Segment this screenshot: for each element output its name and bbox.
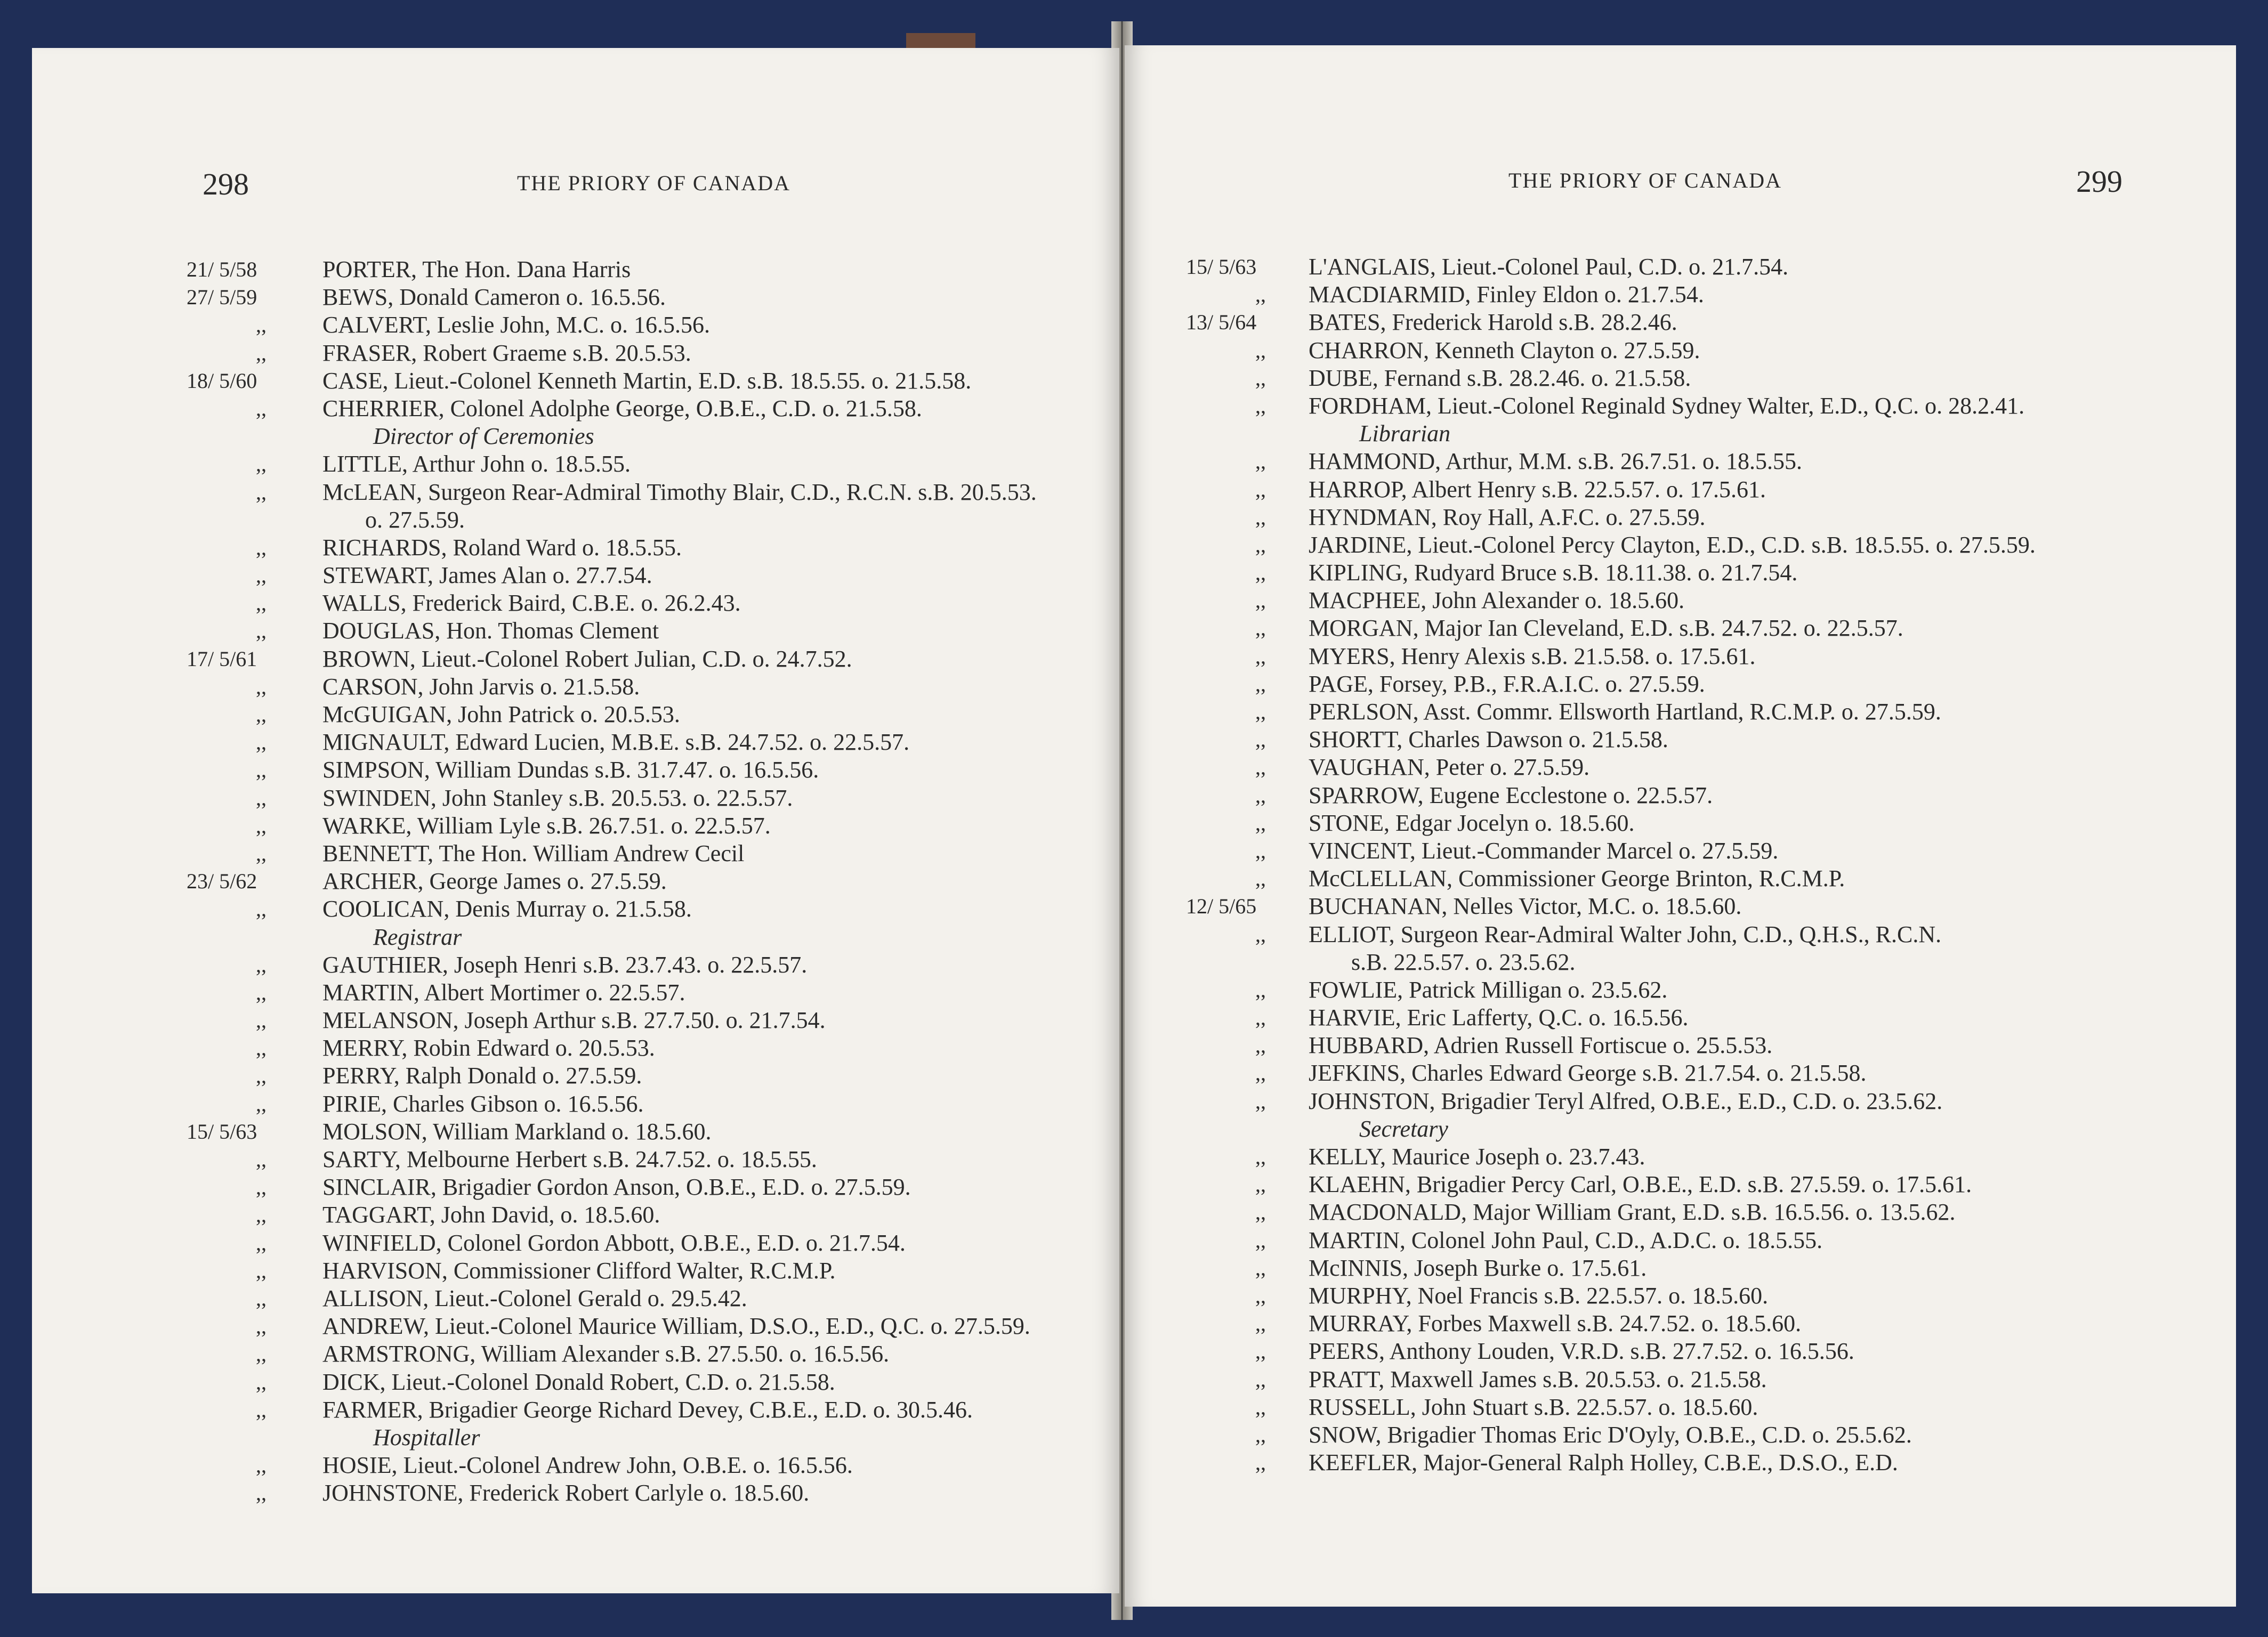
member-entry: WALLS, Frederick Baird, C.B.E. o. 26.2.43.	[322, 590, 741, 617]
member-entry: MACDONALD, Major William Grant, E.D. s.B. 16.5.56. o. 13.5.62.	[1309, 1199, 1956, 1226]
date-mark: ,,	[256, 952, 267, 977]
date-mark: ,,	[256, 674, 267, 699]
list-item	[32, 1090, 1119, 1118]
member-entry: CARSON, John Jarvis o. 21.5.58.	[322, 673, 640, 700]
list-item	[1125, 1310, 2236, 1338]
member-entry: MIGNAULT, Edward Lucien, M.B.E. s.B. 24.7.52. o. 22.5.57.	[322, 729, 910, 756]
list-item	[1125, 726, 2236, 753]
list-item	[1125, 614, 2236, 642]
member-entry: McLEAN, Surgeon Rear-Admiral Timothy Blair, C.D., R.C.N. s.B. 20.5.53.	[322, 479, 1037, 505]
date-mark: ,,	[1255, 811, 1266, 835]
office-title: Librarian	[1359, 420, 1451, 447]
date-mark: ,,	[1255, 1367, 1266, 1391]
date-mark: ,,	[1255, 1255, 1266, 1280]
date-mark: ,,	[256, 1036, 267, 1060]
member-entry: MORGAN, Major Ian Cleveland, E.D. s.B. 24.7.52. o. 22.5.57.	[1309, 615, 1903, 642]
date-mark: ,,	[1255, 366, 1266, 390]
date-mark: 12/ 5/65	[1186, 894, 1257, 919]
member-entry: ARCHER, George James o. 27.5.59.	[322, 868, 667, 895]
date-mark: ,,	[256, 480, 267, 504]
date-mark: ,,	[1255, 1033, 1266, 1058]
list-item	[1125, 309, 2236, 336]
office-title: Hospitaller	[373, 1424, 480, 1450]
date-mark: ,,	[256, 1064, 267, 1088]
list-item	[1125, 921, 2236, 949]
date-mark: ,,	[1255, 505, 1266, 529]
member-entry: FORDHAM, Lieut.-Colonel Reginald Sydney Walter, E.D., Q.C. o. 28.2.41.	[1309, 392, 2025, 419]
member-entry: PIRIE, Charles Gibson o. 16.5.56.	[322, 1090, 644, 1117]
list-item	[1125, 1338, 2236, 1365]
list-item	[32, 562, 1119, 589]
member-entry: SINCLAIR, Brigadier Gordon Anson, O.B.E., E.D. o. 27.5.59.	[322, 1174, 911, 1201]
member-entry: STEWART, James Alan o. 27.7.54.	[322, 562, 652, 589]
list-item	[32, 256, 1119, 283]
list-item	[1125, 949, 2236, 976]
list-item	[32, 311, 1119, 339]
member-entry: JOHNSTONE, Frederick Robert Carlyle o. 18.5.60.	[322, 1480, 810, 1506]
member-entry: ALLISON, Lieut.-Colonel Gerald o. 29.5.42.	[322, 1285, 747, 1311]
date-mark: ,,	[1255, 1422, 1266, 1447]
date-mark: ,,	[256, 702, 267, 726]
list-item	[32, 1396, 1119, 1424]
list-item	[32, 645, 1119, 673]
list-item	[1125, 1115, 2236, 1143]
member-entry: McGUIGAN, John Patrick o. 20.5.53.	[322, 701, 680, 727]
running-header: THE PRIORY OF CANADA	[1508, 168, 1782, 192]
list-item	[1125, 504, 2236, 531]
date-mark: ,,	[1255, 755, 1266, 780]
date-mark: ,,	[1255, 1061, 1266, 1085]
date-mark: ,,	[256, 1481, 267, 1505]
member-entry: VAUGHAN, Peter o. 27.5.59.	[1309, 754, 1590, 781]
member-entry: SNOW, Brigadier Thomas Eric D'Oyly, O.B.E., C.D. o. 25.5.62.	[1309, 1421, 1912, 1448]
date-mark: 15/ 5/63	[187, 1119, 257, 1144]
date-mark: ,,	[1255, 644, 1266, 668]
member-entry: MACDIARMID, Finley Eldon o. 21.7.54.	[1309, 281, 1704, 308]
member-entry: SHORTT, Charles Dawson o. 21.5.58.	[1309, 726, 1668, 753]
member-entry: VINCENT, Lieut.-Commander Marcel o. 27.5.59.	[1309, 837, 1779, 864]
member-entry: HARVISON, Commissioner Clifford Walter, R.C.M.P.	[322, 1257, 836, 1284]
list-item	[32, 1257, 1119, 1285]
list-item	[1125, 643, 2236, 670]
list-item	[1125, 1171, 2236, 1198]
member-entry: ELLIOT, Surgeon Rear-Admiral Walter John, C.D., Q.H.S., R.C.N.	[1309, 921, 1942, 947]
member-entry: TAGGART, John David, o. 18.5.60.	[322, 1202, 660, 1228]
list-item	[32, 1285, 1119, 1312]
date-mark: ,,	[256, 1258, 267, 1283]
member-entry: s.B. 22.5.57. o. 23.5.62.	[1351, 949, 1576, 975]
list-item	[32, 423, 1119, 450]
list-item	[32, 395, 1119, 423]
date-mark: ,,	[256, 452, 267, 476]
member-entry: MYERS, Henry Alexis s.B. 21.5.58. o. 17.5.61.	[1309, 643, 1756, 669]
date-mark: ,,	[256, 396, 267, 420]
list-item	[32, 979, 1119, 1007]
member-entry: LITTLE, Arthur John o. 18.5.55.	[322, 451, 631, 477]
member-entry: PERRY, Ralph Donald o. 27.5.59.	[322, 1063, 642, 1089]
member-entry: FRASER, Robert Graeme s.B. 20.5.53.	[322, 339, 691, 366]
book-spine-tab	[906, 33, 975, 49]
member-entry: SPARROW, Eugene Ecclestone o. 22.5.57.	[1309, 782, 1713, 808]
date-mark: ,,	[1255, 1228, 1266, 1252]
member-entry: PAGE, Forsey, P.B., F.R.A.I.C. o. 27.5.59.	[1309, 670, 1705, 697]
member-entry: MERRY, Robin Edward o. 20.5.53.	[322, 1035, 655, 1061]
member-entry: KLAEHN, Brigadier Percy Carl, O.B.E., E.D. s.B. 27.5.59. o. 17.5.61.	[1309, 1171, 1972, 1198]
date-mark: ,,	[1255, 922, 1266, 946]
list-item	[32, 895, 1119, 923]
list-item	[1125, 1004, 2236, 1032]
member-entry: MURRAY, Forbes Maxwell s.B. 24.7.52. o. 18.5.60.	[1309, 1310, 1802, 1337]
list-item	[32, 868, 1119, 895]
list-item	[32, 701, 1119, 728]
date-mark: ,,	[1255, 866, 1266, 891]
member-entry: RICHARDS, Roland Ward o. 18.5.55.	[322, 534, 682, 561]
date-mark: ,,	[256, 1314, 267, 1339]
date-mark: ,,	[256, 1091, 267, 1116]
list-item	[1125, 364, 2236, 392]
member-entry: HYNDMAN, Roy Hall, A.F.C. o. 27.5.59.	[1309, 504, 1706, 530]
member-entry: KEEFLER, Major-General Ralph Holley, C.B.E., D.S.O., E.D.	[1309, 1449, 1898, 1476]
list-item	[1125, 559, 2236, 587]
date-mark: ,,	[1255, 1395, 1266, 1419]
date-mark: ,,	[1255, 338, 1266, 362]
list-item	[1125, 253, 2236, 281]
date-mark: ,,	[1255, 1172, 1266, 1197]
date-mark: ,,	[256, 730, 267, 755]
list-item	[32, 367, 1119, 395]
list-item	[1125, 865, 2236, 893]
date-mark: ,,	[1255, 1006, 1266, 1030]
date-mark: ,,	[1255, 1450, 1266, 1475]
date-mark: ,,	[256, 313, 267, 337]
list-item	[32, 617, 1119, 645]
member-entry: CALVERT, Leslie John, M.C. o. 16.5.56.	[322, 312, 711, 338]
member-entry: WARKE, William Lyle s.B. 26.7.51. o. 22.5.57.	[322, 812, 771, 839]
member-entry: BROWN, Lieut.-Colonel Robert Julian, C.D. o. 24.7.52.	[322, 645, 852, 672]
date-mark: ,,	[256, 1342, 267, 1366]
date-mark: ,,	[256, 758, 267, 782]
member-entry: WINFIELD, Colonel Gordon Abbott, O.B.E., E.D. o. 21.7.54.	[322, 1229, 906, 1256]
date-mark: ,,	[1255, 561, 1266, 585]
date-mark: ,,	[256, 980, 267, 1004]
office-title: Director of Ceremonies	[373, 423, 594, 450]
list-item	[32, 1452, 1119, 1479]
member-entry: MARTIN, Colonel John Paul, C.D., A.D.C. o. 18.5.55.	[1309, 1227, 1823, 1253]
list-item	[32, 283, 1119, 311]
member-entry: JARDINE, Lieut.-Colonel Percy Clayton, E.D., C.D. s.B. 18.5.55. o. 27.5.59.	[1309, 531, 2036, 558]
member-entry: SARTY, Melbourne Herbert s.B. 24.7.52. o. 18.5.55.	[322, 1146, 817, 1172]
member-entry: MURPHY, Noel Francis s.B. 22.5.57. o. 18.5.60.	[1309, 1282, 1769, 1309]
list-item	[32, 479, 1119, 506]
date-mark: 27/ 5/59	[187, 285, 257, 310]
date-mark: ,,	[1255, 1200, 1266, 1225]
list-item	[1125, 531, 2236, 559]
list-item	[1125, 337, 2236, 364]
member-entry: MELANSON, Joseph Arthur s.B. 27.7.50. o. 21.7.54.	[322, 1007, 826, 1034]
list-item	[1125, 476, 2236, 504]
list-item	[1125, 1227, 2236, 1254]
list-item	[1125, 1254, 2236, 1282]
list-item	[1125, 782, 2236, 809]
list-item	[1125, 1198, 2236, 1226]
list-item	[32, 1062, 1119, 1090]
list-item	[32, 840, 1119, 868]
list-item	[1125, 1282, 2236, 1310]
list-item	[1125, 281, 2236, 309]
date-mark: ,,	[256, 1203, 267, 1227]
date-mark: ,,	[256, 813, 267, 838]
member-entry: RUSSELL, John Stuart s.B. 22.5.57. o. 18.5.60.	[1309, 1393, 1758, 1420]
list-item	[32, 1368, 1119, 1396]
member-entry: PERLSON, Asst. Commr. Ellsworth Hartland, R.C.M.P. o. 27.5.59.	[1309, 699, 1941, 725]
list-item	[1125, 698, 2236, 726]
list-item	[1125, 1421, 2236, 1449]
member-entry: GAUTHIER, Joseph Henri s.B. 23.7.43. o. 22.5.57.	[322, 951, 808, 978]
member-entry: CHERRIER, Colonel Adolphe George, O.B.E., C.D. o. 21.5.58.	[322, 395, 922, 422]
date-mark: ,,	[256, 563, 267, 588]
member-entry: HARVIE, Eric Lafferty, Q.C. o. 16.5.56.	[1309, 1004, 1689, 1031]
list-item	[1125, 893, 2236, 920]
date-mark: ,,	[1255, 783, 1266, 807]
member-entry: HARROP, Albert Henry s.B. 22.5.57. o. 17.5.61.	[1309, 476, 1766, 503]
member-entry: MACPHEE, John Alexander o. 18.5.60.	[1309, 587, 1685, 614]
list-item	[1125, 976, 2236, 1004]
list-item	[32, 1146, 1119, 1173]
list-item	[1125, 1059, 2236, 1087]
date-mark: ,,	[1255, 449, 1266, 474]
member-entry: BENNETT, The Hon. William Andrew Cecil	[322, 840, 745, 866]
date-mark: 13/ 5/64	[1186, 310, 1257, 335]
member-entry: McCLELLAN, Commissioner George Brinton, R.C.M.P.	[1309, 865, 1845, 892]
date-mark: ,,	[256, 785, 267, 810]
list-item	[32, 1312, 1119, 1340]
date-mark: ,,	[1255, 616, 1266, 641]
date-mark: 17/ 5/61	[187, 646, 257, 671]
list-item	[32, 1034, 1119, 1062]
member-entry: JEFKINS, Charles Edward George s.B. 21.7.54. o. 21.5.58.	[1309, 1060, 1867, 1087]
date-mark: ,,	[256, 535, 267, 560]
right-page	[1125, 45, 2236, 1607]
list-item	[1125, 1143, 2236, 1171]
member-entry: SIMPSON, William Dundas s.B. 31.7.47. o. 16.5.56.	[322, 757, 819, 783]
list-item	[32, 728, 1119, 756]
date-mark: ,,	[1255, 1283, 1266, 1308]
list-item	[32, 1201, 1119, 1229]
list-item	[32, 951, 1119, 979]
member-entry: FOWLIE, Patrick Milligan o. 23.5.62.	[1309, 976, 1668, 1003]
list-item	[1125, 1393, 2236, 1421]
office-title: Secretary	[1359, 1115, 1448, 1142]
member-entry: CHARRON, Kenneth Clayton o. 27.5.59.	[1309, 337, 1700, 363]
date-mark: ,,	[1255, 282, 1266, 307]
date-mark: 23/ 5/62	[187, 869, 257, 894]
office-title: Registrar	[373, 923, 462, 950]
member-entry: CASE, Lieut.-Colonel Kenneth Martin, E.D. s.B. 18.5.55. o. 21.5.58.	[322, 367, 972, 394]
member-entry: HOSIE, Lieut.-Colonel Andrew John, O.B.E. o. 16.5.56.	[322, 1452, 853, 1479]
date-mark: ,,	[1255, 477, 1266, 501]
date-mark: ,,	[256, 1147, 267, 1171]
date-mark: ,,	[1255, 671, 1266, 696]
list-item	[32, 506, 1119, 534]
member-entry: HUBBARD, Adrien Russell Fortiscue o. 25.5.53.	[1309, 1032, 1773, 1059]
date-mark: ,,	[256, 341, 267, 365]
list-item	[1125, 753, 2236, 781]
date-mark: ,,	[1255, 700, 1266, 724]
list-item	[32, 534, 1119, 562]
date-mark: ,,	[1255, 838, 1266, 863]
page-number: 298	[203, 167, 249, 201]
date-mark: ,,	[1255, 977, 1266, 1002]
date-mark: ,,	[256, 1008, 267, 1033]
member-entry: JOHNSTON, Brigadier Teryl Alfred, O.B.E., E.D., C.D. o. 23.5.62.	[1309, 1088, 1943, 1114]
member-entry: McINNIS, Joseph Burke o. 17.5.61.	[1309, 1254, 1647, 1281]
list-item	[1125, 587, 2236, 614]
member-entry: STONE, Edgar Jocelyn o. 18.5.60.	[1309, 809, 1635, 836]
member-entry: FARMER, Brigadier George Richard Devey, C.B.E., E.D. o. 30.5.46.	[322, 1396, 973, 1423]
date-mark: ,,	[1255, 588, 1266, 613]
member-entry: COOLICAN, Denis Murray o. 21.5.58.	[322, 896, 692, 922]
date-mark: ,,	[1255, 532, 1266, 557]
list-item	[1125, 1366, 2236, 1393]
date-mark: ,,	[256, 1369, 267, 1394]
list-item	[32, 1173, 1119, 1201]
member-entry: DUBE, Fernand s.B. 28.2.46. o. 21.5.58.	[1309, 364, 1691, 391]
date-mark: ,,	[1255, 393, 1266, 418]
list-item	[32, 589, 1119, 617]
date-mark: ,,	[1255, 1145, 1266, 1169]
member-entry: DOUGLAS, Hon. Thomas Clement	[322, 618, 659, 644]
member-entry: PORTER, The Hon. Dana Harris	[322, 256, 631, 282]
list-item	[1125, 392, 2236, 420]
member-entry: SWINDEN, John Stanley s.B. 20.5.53. o. 22.5.57.	[322, 784, 793, 811]
member-entry: PEERS, Anthony Louden, V.R.D. s.B. 27.7.52. o. 16.5.56.	[1309, 1338, 1854, 1365]
member-entry: ARMSTRONG, William Alexander s.B. 27.5.50. o. 16.5.56.	[322, 1341, 890, 1367]
list-item	[32, 1007, 1119, 1034]
list-item	[32, 1229, 1119, 1257]
member-entry: PRATT, Maxwell James s.B. 20.5.53. o. 21.5.58.	[1309, 1366, 1767, 1392]
list-item	[1125, 420, 2236, 448]
list-item	[32, 450, 1119, 478]
date-mark: ,,	[256, 591, 267, 615]
member-entry: BEWS, Donald Cameron o. 16.5.56.	[322, 284, 666, 311]
member-entry: ANDREW, Lieut.-Colonel Maurice William, D.S.O., E.D., Q.C. o. 27.5.59.	[322, 1313, 1030, 1340]
date-mark: ,,	[1255, 727, 1266, 752]
member-entry: MARTIN, Albert Mortimer o. 22.5.57.	[322, 979, 685, 1006]
date-mark: 21/ 5/58	[187, 257, 257, 281]
list-item	[1125, 670, 2236, 698]
member-entry: HAMMOND, Arthur, M.M. s.B. 26.7.51. o. 18.5.55.	[1309, 448, 1802, 475]
date-mark: ,,	[256, 1397, 267, 1422]
list-item	[32, 339, 1119, 367]
date-mark: ,,	[256, 1230, 267, 1255]
member-entry: o. 27.5.59.	[365, 506, 465, 533]
entry-list	[1125, 253, 2236, 1477]
date-mark: ,,	[1255, 1089, 1266, 1113]
member-entry: KELLY, Maurice Joseph o. 23.7.43.	[1309, 1144, 1645, 1170]
date-mark: ,,	[256, 897, 267, 921]
list-item	[32, 784, 1119, 812]
list-item	[32, 1340, 1119, 1368]
member-entry: BUCHANAN, Nelles Victor, M.C. o. 18.5.60.	[1309, 893, 1742, 920]
list-item	[32, 673, 1119, 701]
list-item	[32, 923, 1119, 951]
date-mark: ,,	[256, 1453, 267, 1478]
list-item	[32, 1118, 1119, 1146]
member-entry: KIPLING, Rudyard Bruce s.B. 18.11.38. o. 21.7.54.	[1309, 560, 1798, 586]
list-item	[32, 812, 1119, 840]
date-mark: ,,	[256, 1286, 267, 1310]
page-number: 299	[2076, 164, 2122, 199]
member-entry: BATES, Frederick Harold s.B. 28.2.46.	[1309, 309, 1677, 336]
list-item	[1125, 837, 2236, 865]
member-entry: L'ANGLAIS, Lieut.-Colonel Paul, C.D. o. 21.7.54.	[1309, 254, 1789, 280]
left-page	[32, 48, 1119, 1593]
date-mark: ,,	[1255, 1339, 1266, 1364]
member-entry: DICK, Lieut.-Colonel Donald Robert, C.D. o. 21.5.58.	[322, 1368, 835, 1395]
list-item	[1125, 809, 2236, 837]
date-mark: ,,	[256, 841, 267, 865]
list-item	[1125, 1032, 2236, 1059]
date-mark: ,,	[1255, 1311, 1266, 1336]
list-item	[32, 1424, 1119, 1452]
member-entry: MOLSON, William Markland o. 18.5.60.	[322, 1118, 712, 1145]
date-mark: 15/ 5/63	[1186, 255, 1257, 279]
list-item	[1125, 1088, 2236, 1115]
date-mark: ,,	[256, 1175, 267, 1200]
list-item	[32, 756, 1119, 784]
list-item	[1125, 448, 2236, 475]
date-mark: ,,	[256, 619, 267, 643]
running-header: THE PRIORY OF CANADA	[517, 171, 791, 195]
date-mark: 18/ 5/60	[187, 368, 257, 393]
list-item	[32, 1479, 1119, 1507]
list-item	[1125, 1449, 2236, 1477]
entry-list	[32, 256, 1119, 1507]
